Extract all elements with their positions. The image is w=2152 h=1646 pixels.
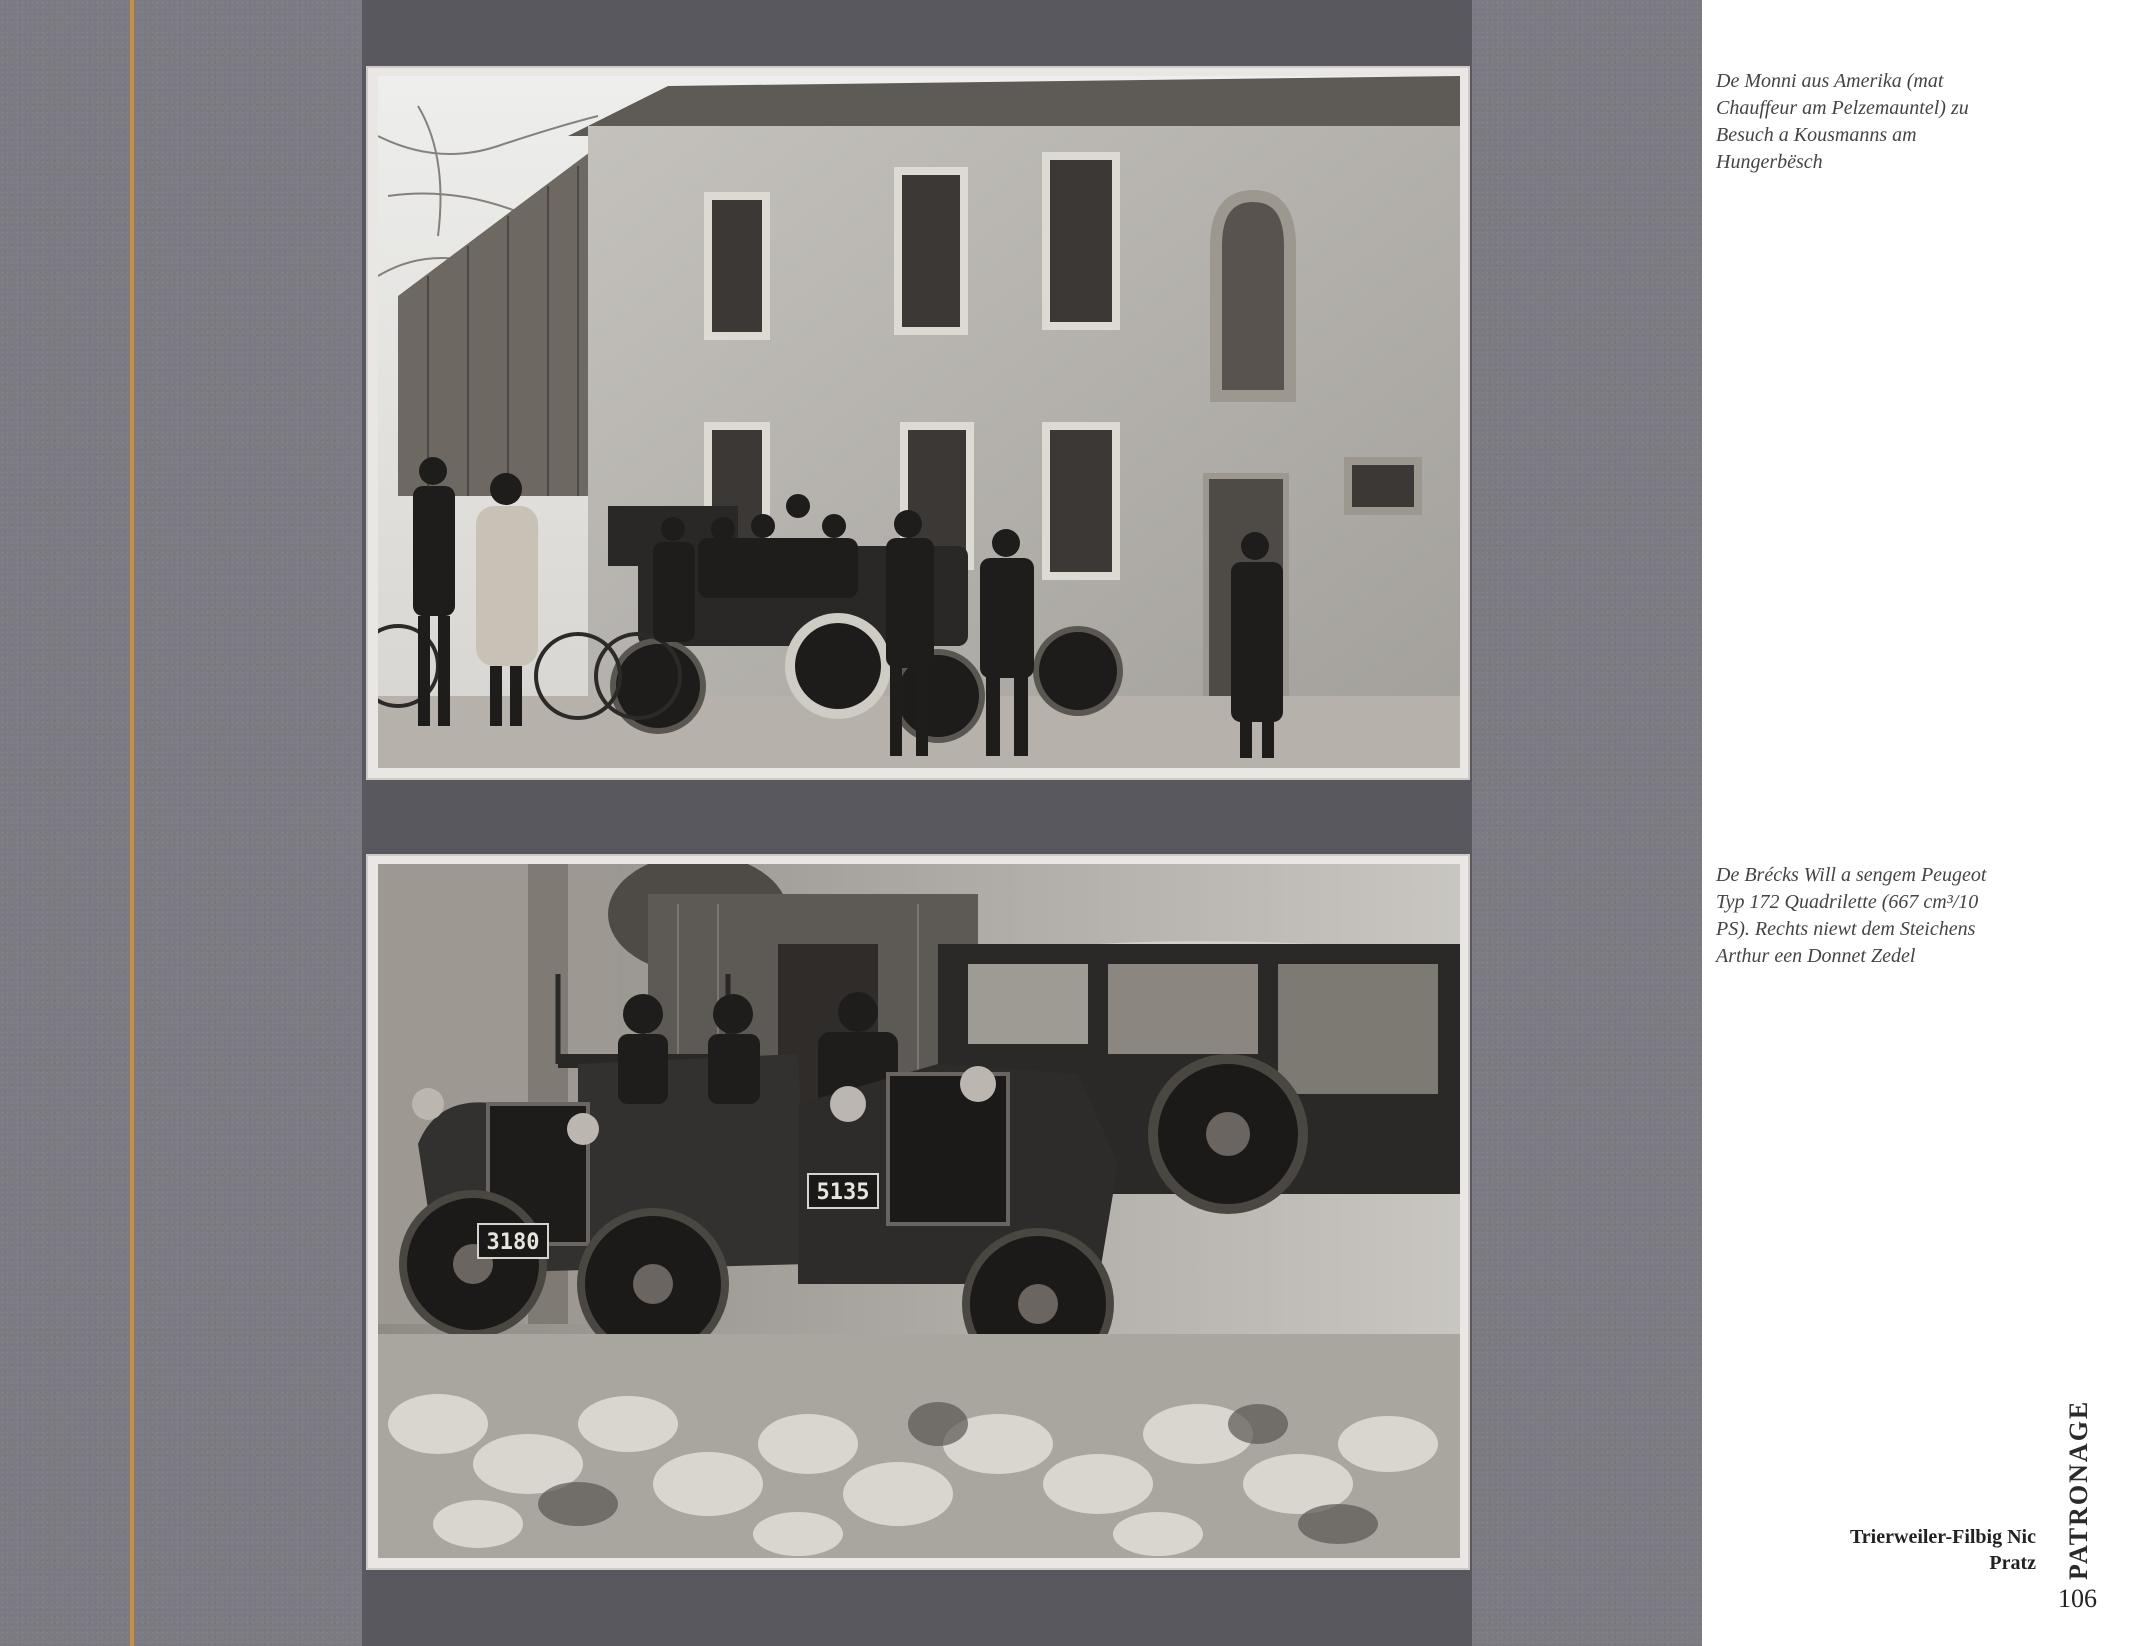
plate-3180: 3180 [486, 1230, 540, 1255]
caption-line: De Monni aus Amerika (mat [1716, 70, 1944, 92]
caption-photo-1 [1716, 68, 2036, 176]
caption-photo-2 [1716, 862, 2036, 970]
photo-cars-chickens-image [378, 864, 1460, 1558]
caption-line: PS). Rechts niewt dem Steichens [1716, 918, 1976, 940]
section-title-vertical: PATRONAGE [2064, 1399, 2093, 1580]
page-number: 106 [2058, 1584, 2097, 1613]
photo-mat-1 [366, 66, 1470, 780]
photo-cars-chickens [378, 864, 1460, 1558]
caption-line: Hungerbësch [1716, 151, 1823, 173]
plate-5135: 5135 [816, 1180, 870, 1205]
caption-line: Arthur een Donnet Zedel [1716, 945, 1916, 967]
caption-line: Chauffeur am Pelzemauntel) zu [1716, 97, 1969, 119]
photo-house-car [378, 76, 1460, 768]
caption-line: De Brécks Will a sengem Peugeot [1716, 864, 1987, 886]
caption-line: Besuch a Kousmanns am [1716, 124, 1917, 146]
orange-accent-line [130, 0, 134, 1646]
photo-house-car-image [378, 76, 1460, 768]
photo-credit [1850, 1524, 2036, 1576]
photo-mat-2 [366, 854, 1470, 1570]
credit-name: Trierweiler-Filbig Nic [1849, 1526, 2036, 1548]
credit-place: Pratz [1989, 1552, 2036, 1574]
caption-line: Typ 172 Quadrilette (667 cm³/10 [1716, 891, 1979, 913]
